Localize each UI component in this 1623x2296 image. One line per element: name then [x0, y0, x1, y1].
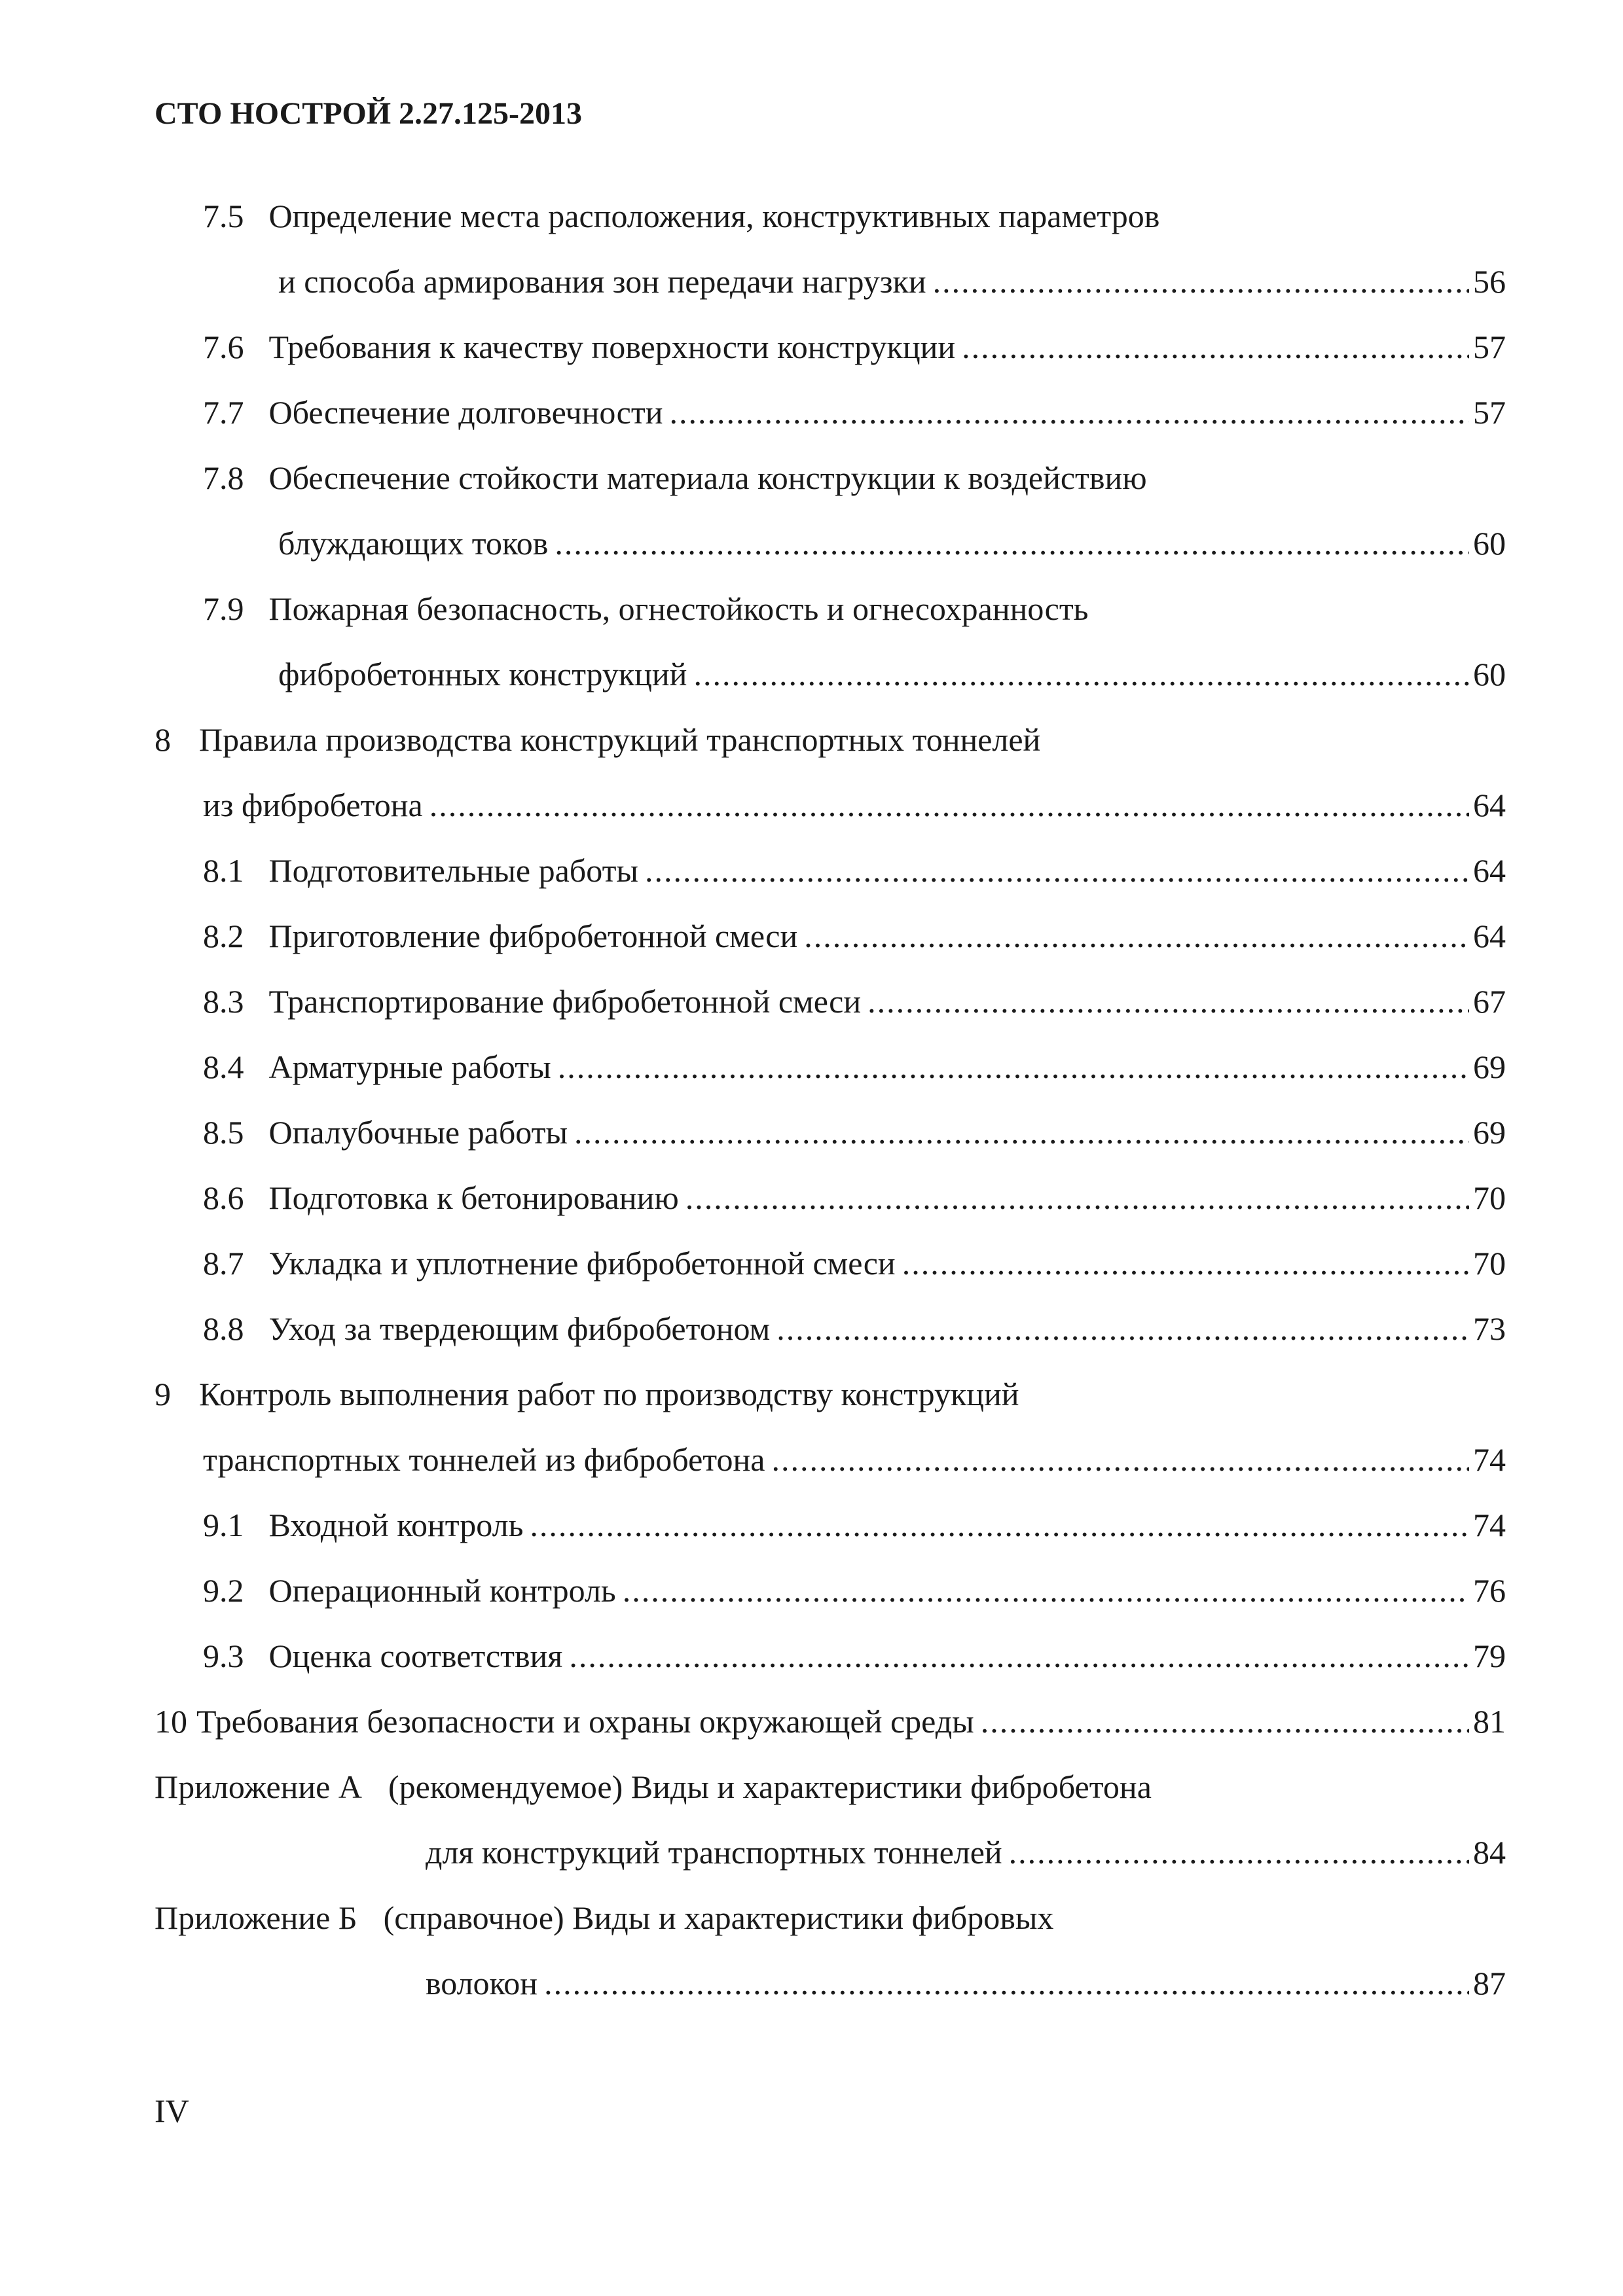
toc-entry-9-3[interactable]	[203, 1633, 1506, 1679]
toc-leader-dots	[558, 1044, 1469, 1090]
toc-entry-7-9-continuation[interactable]	[278, 651, 1506, 697]
toc-leader-dots	[867, 978, 1469, 1024]
toc-entry-8-5[interactable]	[203, 1109, 1506, 1155]
toc-entry-title: Подготовка к бетонированию	[268, 1179, 679, 1216]
toc-entry-title-continuation: волокон	[426, 1965, 538, 2001]
document-header: СТО НОСТРОЙ 2.27.125-2013	[155, 96, 583, 131]
toc-entry-title: Требования к качеству поверхности конструкции	[268, 329, 956, 365]
toc-entry-9[interactable]	[155, 1371, 1506, 1417]
toc-entry-9-2[interactable]	[203, 1568, 1506, 1613]
toc-entry-title: Пожарная безопасность, огнестойкость и огнесохранность	[268, 590, 1089, 627]
toc-leader-dots	[685, 1175, 1469, 1221]
toc-entry-title: Правила производства конструкций транспортных тоннелей	[199, 721, 1041, 758]
page-number-footer: IV	[155, 2092, 189, 2129]
toc-section-number: 9.3	[203, 1638, 244, 1674]
toc-leader-dots	[693, 651, 1469, 697]
toc-section-number: 8.2	[203, 918, 244, 954]
toc-section-number: 7.7	[203, 394, 244, 431]
toc-entry-title: (справочное) Виды и характеристики фибровых	[383, 1899, 1054, 1936]
toc-leader-dots	[645, 848, 1469, 893]
toc-page-number: 81	[1473, 1703, 1506, 1740]
toc-page-number: 60	[1473, 656, 1506, 692]
toc-entry-title: Оценка соответствия	[268, 1638, 563, 1674]
toc-page-number: 74	[1473, 1507, 1506, 1543]
toc-entry-title: Приготовление фибробетонной смеси	[268, 918, 798, 954]
toc-entry-title: Обеспечение долговечности	[268, 394, 663, 431]
toc-entry-title-continuation: для конструкций транспортных тоннелей	[426, 1834, 1002, 1871]
toc-leader-dots	[623, 1568, 1469, 1613]
toc-entry-7-5[interactable]	[203, 193, 1506, 239]
toc-leader-dots	[804, 913, 1469, 959]
toc-section-number: 9.2	[203, 1572, 244, 1609]
toc-entry-8-3[interactable]	[203, 978, 1506, 1024]
toc-leader-dots	[429, 782, 1469, 828]
toc-appendix-label: Приложение Б	[155, 1899, 357, 1936]
toc-entry-title-continuation: блуждающих токов	[278, 525, 549, 562]
toc-entry-appendix-a-continuation[interactable]	[426, 1829, 1506, 1875]
toc-entry-7-8[interactable]	[203, 455, 1506, 501]
toc-entry-title: Транспортирование фибробетонной смеси	[268, 983, 862, 1020]
toc-entry-9-1[interactable]	[203, 1502, 1506, 1548]
toc-section-number: 8.7	[203, 1245, 244, 1282]
toc-section-number: 10	[155, 1703, 187, 1740]
toc-section-number: 8.3	[203, 983, 244, 1020]
toc-entry-7-9[interactable]	[203, 586, 1506, 632]
toc-section-number: 7.9	[203, 590, 244, 627]
toc-page-number: 73	[1473, 1310, 1506, 1347]
toc-page-number: 64	[1473, 852, 1506, 889]
toc-entry-title-continuation: из фибробетона	[203, 787, 423, 823]
toc-leader-dots	[962, 324, 1469, 370]
toc-page-number: 60	[1473, 525, 1506, 562]
toc-entry-7-6[interactable]	[203, 324, 1506, 370]
toc-entry-8-7[interactable]	[203, 1240, 1506, 1286]
toc-page-number: 84	[1473, 1834, 1506, 1871]
toc-section-number: 8	[155, 721, 171, 758]
toc-entry-title: Определение места расположения, конструктивных параметров	[268, 198, 1160, 234]
toc-entry-appendix-b-continuation[interactable]	[426, 1960, 1506, 2006]
toc-entry-title-continuation: транспортных тоннелей из фибробетона	[203, 1441, 765, 1478]
toc-entry-title: (рекомендуемое) Виды и характеристики фибробетона	[388, 1768, 1152, 1805]
toc-entry-8[interactable]	[155, 717, 1506, 762]
toc-entry-title: Опалубочные работы	[268, 1114, 568, 1151]
toc-section-number: 9.1	[203, 1507, 244, 1543]
toc-entry-title: Требования безопасности и охраны окружающей среды	[196, 1703, 974, 1740]
toc-page-number: 79	[1473, 1638, 1506, 1674]
toc-entry-appendix-b[interactable]	[155, 1895, 1506, 1941]
toc-section-number: 8.1	[203, 852, 244, 889]
toc-entry-title: Контроль выполнения работ по производству конструкций	[199, 1376, 1019, 1412]
toc-entry-appendix-a[interactable]	[155, 1764, 1506, 1810]
toc-entry-title: Арматурные работы	[268, 1049, 551, 1085]
toc-entry-8-continuation[interactable]	[203, 782, 1506, 828]
toc-section-number: 7.8	[203, 459, 244, 496]
toc-page-number: 74	[1473, 1441, 1506, 1478]
toc-section-number: 7.6	[203, 329, 244, 365]
toc-page-number: 87	[1473, 1965, 1506, 2001]
toc-entry-8-4[interactable]	[203, 1044, 1506, 1090]
toc-page-number: 76	[1473, 1572, 1506, 1609]
toc-leader-dots	[555, 520, 1469, 566]
toc-page-number: 70	[1473, 1179, 1506, 1216]
toc-page-number: 57	[1473, 394, 1506, 431]
toc-entry-7-5-continuation[interactable]	[278, 259, 1506, 304]
toc-page-number: 67	[1473, 983, 1506, 1020]
toc-entry-title-continuation: фибробетонных конструкций	[278, 656, 687, 692]
toc-page-number: 70	[1473, 1245, 1506, 1282]
toc-entry-9-continuation[interactable]	[203, 1437, 1506, 1482]
toc-leader-dots	[669, 389, 1469, 435]
toc-entry-title-continuation: и способа армирования зон передачи нагрузки	[278, 263, 926, 300]
toc-leader-dots	[544, 1960, 1469, 2006]
toc-leader-dots	[1009, 1829, 1469, 1875]
toc-section-number: 8.4	[203, 1049, 244, 1085]
toc-leader-dots	[981, 1698, 1469, 1744]
toc-entry-8-6[interactable]	[203, 1175, 1506, 1221]
toc-entry-7-7[interactable]	[203, 389, 1506, 435]
toc-entry-8-2[interactable]	[203, 913, 1506, 959]
toc-page-number: 69	[1473, 1049, 1506, 1085]
toc-page-number: 69	[1473, 1114, 1506, 1151]
toc-leader-dots	[569, 1633, 1469, 1679]
toc-section-number: 8.8	[203, 1310, 244, 1347]
toc-leader-dots	[771, 1437, 1469, 1482]
toc-entry-title: Операционный контроль	[268, 1572, 616, 1609]
toc-page-number: 57	[1473, 329, 1506, 365]
toc-entry-title: Входной контроль	[268, 1507, 524, 1543]
toc-entry-8-8[interactable]	[203, 1306, 1506, 1352]
toc-page-number: 56	[1473, 263, 1506, 300]
toc-section-number: 7.5	[203, 198, 244, 234]
toc-leader-dots	[574, 1109, 1469, 1155]
toc-section-number: 9	[155, 1376, 171, 1412]
toc-page-number: 64	[1473, 918, 1506, 954]
toc-section-number: 8.5	[203, 1114, 244, 1151]
toc-entry-7-8-continuation[interactable]	[278, 520, 1506, 566]
toc-entry-title: Укладка и уплотнение фибробетонной смеси	[268, 1245, 896, 1282]
toc-entry-title: Подготовительные работы	[268, 852, 639, 889]
toc-entry-title: Уход за твердеющим фибробетоном	[268, 1310, 771, 1347]
toc-section-number: 8.6	[203, 1179, 244, 1216]
toc-page-number: 64	[1473, 787, 1506, 823]
toc-entry-10[interactable]	[155, 1698, 1506, 1744]
toc-entry-title: Обеспечение стойкости материала конструкции к воздействию	[268, 459, 1147, 496]
toc-leader-dots	[933, 259, 1469, 304]
toc-leader-dots	[902, 1240, 1469, 1286]
toc-leader-dots	[776, 1306, 1469, 1352]
toc-appendix-label: Приложение А	[155, 1768, 362, 1805]
toc-leader-dots	[530, 1502, 1469, 1548]
toc-entry-8-1[interactable]	[203, 848, 1506, 893]
